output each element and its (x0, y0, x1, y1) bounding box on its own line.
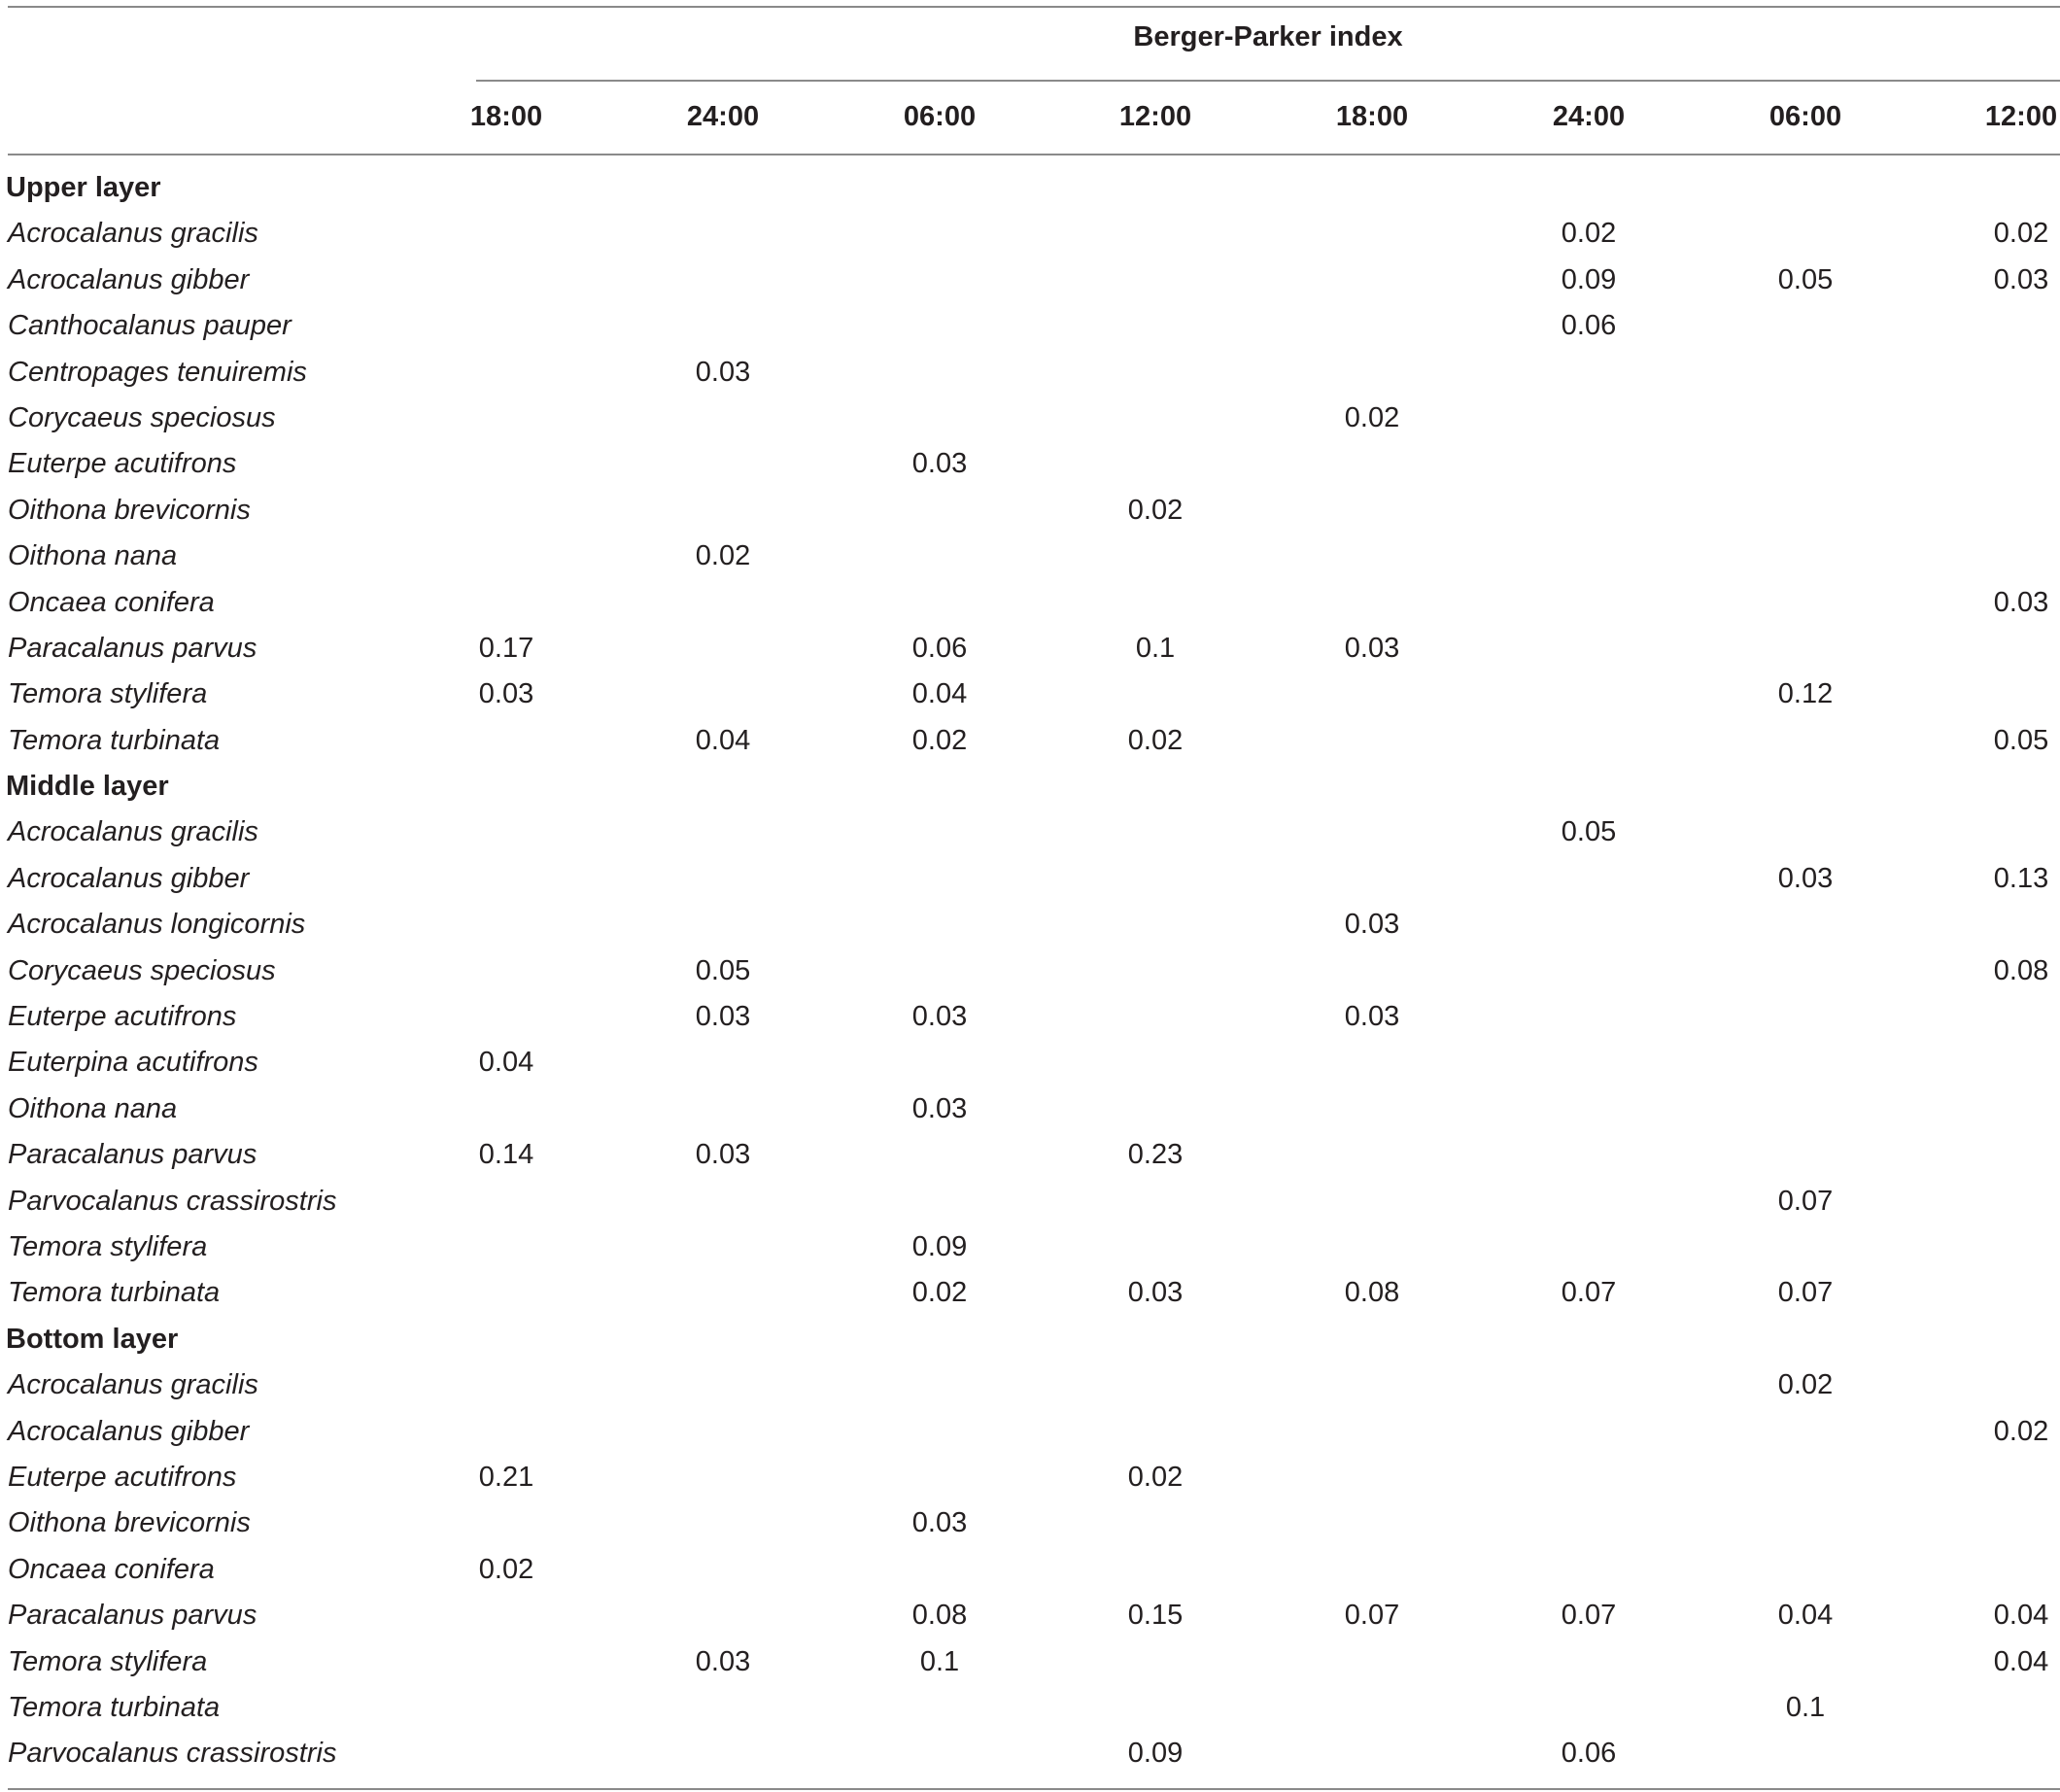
table-row (0, 396, 2060, 442)
species-name: Acrocalanus gibber (8, 862, 250, 894)
species-name: Euterpe acutifrons (8, 1001, 237, 1033)
value-cell: 0.21 (478, 1461, 534, 1493)
value-cell: 0.05 (1777, 263, 1834, 295)
value-cell: 0.02 (911, 1277, 968, 1309)
value-cell: 0.12 (1777, 678, 1834, 710)
species-name: Euterpina acutifrons (8, 1047, 258, 1079)
value-cell: 0.04 (695, 724, 751, 756)
value-cell: 0.08 (1344, 1277, 1400, 1309)
species-name: Corycaeus speciosus (8, 401, 276, 433)
table-row (0, 1501, 2060, 1547)
time-header: 12:00 (1118, 101, 1192, 132)
value-cell: 0.1 (919, 1645, 960, 1677)
value-cell: 0.1 (1785, 1691, 1826, 1723)
value-cell: 0.02 (695, 540, 751, 572)
table-row (0, 672, 2060, 718)
table-body (0, 166, 2060, 1778)
value-cell: 0.07 (1777, 1277, 1834, 1309)
table-row (0, 903, 2060, 948)
species-name: Oncaea conifera (8, 1553, 215, 1585)
value-cell: 0.03 (695, 1001, 751, 1033)
table-row (0, 212, 2060, 258)
value-cell: 0.03 (695, 356, 751, 388)
species-name: Acrocalanus longicornis (8, 909, 306, 941)
value-cell: 0.02 (478, 1553, 534, 1585)
species-name: Parvocalanus crassirostris (8, 1185, 337, 1217)
table-row (0, 534, 2060, 580)
value-cell: 0.03 (695, 1139, 751, 1171)
table-row (0, 351, 2060, 396)
time-header: 12:00 (1984, 101, 2058, 132)
section-row (0, 1318, 2060, 1363)
value-cell: 0.09 (1127, 1738, 1184, 1770)
value-cell: 0.03 (911, 1092, 968, 1124)
value-cell: 0.02 (911, 724, 968, 756)
value-cell: 0.14 (478, 1139, 534, 1171)
value-cell: 0.02 (1993, 1415, 2049, 1447)
value-cell: 0.05 (695, 954, 751, 986)
value-cell: 0.09 (911, 1230, 968, 1262)
value-cell: 0.03 (1127, 1277, 1184, 1309)
species-name: Centropages tenuiremis (8, 356, 307, 388)
species-name: Paracalanus parvus (8, 632, 258, 664)
table-row (0, 304, 2060, 350)
value-cell: 0.02 (1561, 218, 1617, 250)
table-row (0, 1225, 2060, 1271)
species-name: Acrocalanus gracilis (8, 218, 258, 250)
value-cell: 0.02 (1127, 1461, 1184, 1493)
species-name: Corycaeus speciosus (8, 954, 276, 986)
value-cell: 0.04 (1993, 1645, 2049, 1677)
table-row (0, 1548, 2060, 1594)
species-name: Oithona brevicornis (8, 494, 251, 526)
value-cell: 0.03 (1344, 632, 1400, 664)
value-cell: 0.07 (1344, 1600, 1400, 1632)
value-cell: 0.03 (911, 1001, 968, 1033)
table-row (0, 949, 2060, 995)
time-header: 18:00 (469, 101, 543, 132)
section-label: Middle layer (6, 771, 169, 803)
species-name: Oncaea conifera (8, 586, 215, 618)
value-cell: 0.07 (1777, 1185, 1834, 1217)
section-row (0, 166, 2060, 212)
species-name: Acrocalanus gracilis (8, 1369, 258, 1401)
value-cell: 0.09 (1561, 263, 1617, 295)
species-name: Acrocalanus gibber (8, 263, 250, 295)
section-label: Upper layer (6, 172, 161, 203)
species-name: Euterpe acutifrons (8, 1461, 237, 1493)
table-row (0, 1271, 2060, 1317)
value-cell: 0.07 (1561, 1277, 1617, 1309)
table-row (0, 857, 2060, 903)
value-cell: 0.03 (1344, 909, 1400, 941)
time-header-row (0, 101, 2060, 140)
header-bottom-rule (8, 154, 2060, 155)
species-name: Temora stylifera (8, 678, 208, 710)
table-row (0, 1686, 2060, 1732)
table-row (0, 627, 2060, 672)
value-cell: 0.06 (1561, 1738, 1617, 1770)
table-row (0, 442, 2060, 488)
table-row (0, 489, 2060, 534)
species-name: Parvocalanus crassirostris (8, 1738, 337, 1770)
species-name: Temora turbinata (8, 1691, 221, 1723)
value-cell: 0.05 (1561, 816, 1617, 848)
value-cell: 0.13 (1993, 862, 2049, 894)
species-name: Oithona nana (8, 540, 178, 572)
table-row (0, 1732, 2060, 1777)
value-cell: 0.17 (478, 632, 534, 664)
value-cell: 0.03 (1344, 1001, 1400, 1033)
species-name: Temora turbinata (8, 1277, 221, 1309)
table-bottom-rule (8, 1788, 2060, 1790)
value-cell: 0.05 (1993, 724, 2049, 756)
table-row (0, 1087, 2060, 1133)
table-row (0, 258, 2060, 304)
table-row (0, 1180, 2060, 1225)
value-cell: 0.08 (1993, 954, 2049, 986)
time-header: 18:00 (1335, 101, 1409, 132)
value-cell: 0.02 (1777, 1369, 1834, 1401)
value-cell: 0.04 (1993, 1600, 2049, 1632)
group-header-rule (476, 80, 2060, 82)
value-cell: 0.03 (695, 1645, 751, 1677)
time-header: 06:00 (903, 101, 977, 132)
value-cell: 0.03 (911, 1507, 968, 1539)
table-row (0, 1456, 2060, 1501)
species-name: Oithona nana (8, 1092, 178, 1124)
value-cell: 0.07 (1561, 1600, 1617, 1632)
value-cell: 0.06 (1561, 310, 1617, 342)
species-name: Acrocalanus gibber (8, 1415, 250, 1447)
table-row (0, 1410, 2060, 1456)
section-label: Bottom layer (6, 1323, 179, 1355)
value-cell: 0.04 (911, 678, 968, 710)
table-row (0, 1640, 2060, 1686)
value-cell: 0.03 (911, 448, 968, 480)
section-row (0, 765, 2060, 810)
value-cell: 0.03 (1777, 862, 1834, 894)
value-cell: 0.02 (1127, 724, 1184, 756)
time-header: 24:00 (1552, 101, 1626, 132)
value-cell: 0.02 (1127, 494, 1184, 526)
value-cell: 0.1 (1135, 632, 1176, 664)
value-cell: 0.03 (1993, 263, 2049, 295)
species-name: Temora stylifera (8, 1230, 208, 1262)
table-group-header: Berger-Parker index (1133, 21, 1403, 52)
value-cell: 0.04 (478, 1047, 534, 1079)
value-cell: 0.02 (1344, 401, 1400, 433)
value-cell: 0.03 (478, 678, 534, 710)
table-row (0, 810, 2060, 856)
species-name: Acrocalanus gracilis (8, 816, 258, 848)
species-name: Canthocalanus pauper (8, 310, 292, 342)
time-header: 24:00 (686, 101, 760, 132)
value-cell: 0.23 (1127, 1139, 1184, 1171)
table-row (0, 1594, 2060, 1639)
species-name: Euterpe acutifrons (8, 448, 237, 480)
table-row (0, 1041, 2060, 1086)
value-cell: 0.02 (1993, 218, 2049, 250)
species-name: Oithona brevicornis (8, 1507, 251, 1539)
value-cell: 0.03 (1993, 586, 2049, 618)
value-cell: 0.06 (911, 632, 968, 664)
table-row (0, 581, 2060, 627)
species-name: Paracalanus parvus (8, 1139, 258, 1171)
value-cell: 0.08 (911, 1600, 968, 1632)
value-cell: 0.15 (1127, 1600, 1184, 1632)
table-row (0, 1133, 2060, 1179)
value-cell: 0.04 (1777, 1600, 1834, 1632)
species-name: Temora turbinata (8, 724, 221, 756)
table-row (0, 719, 2060, 765)
table-row (0, 995, 2060, 1041)
species-name: Temora stylifera (8, 1645, 208, 1677)
table-row (0, 1363, 2060, 1409)
table-top-rule (8, 6, 2060, 8)
species-name: Paracalanus parvus (8, 1600, 258, 1632)
time-header: 06:00 (1768, 101, 1842, 132)
